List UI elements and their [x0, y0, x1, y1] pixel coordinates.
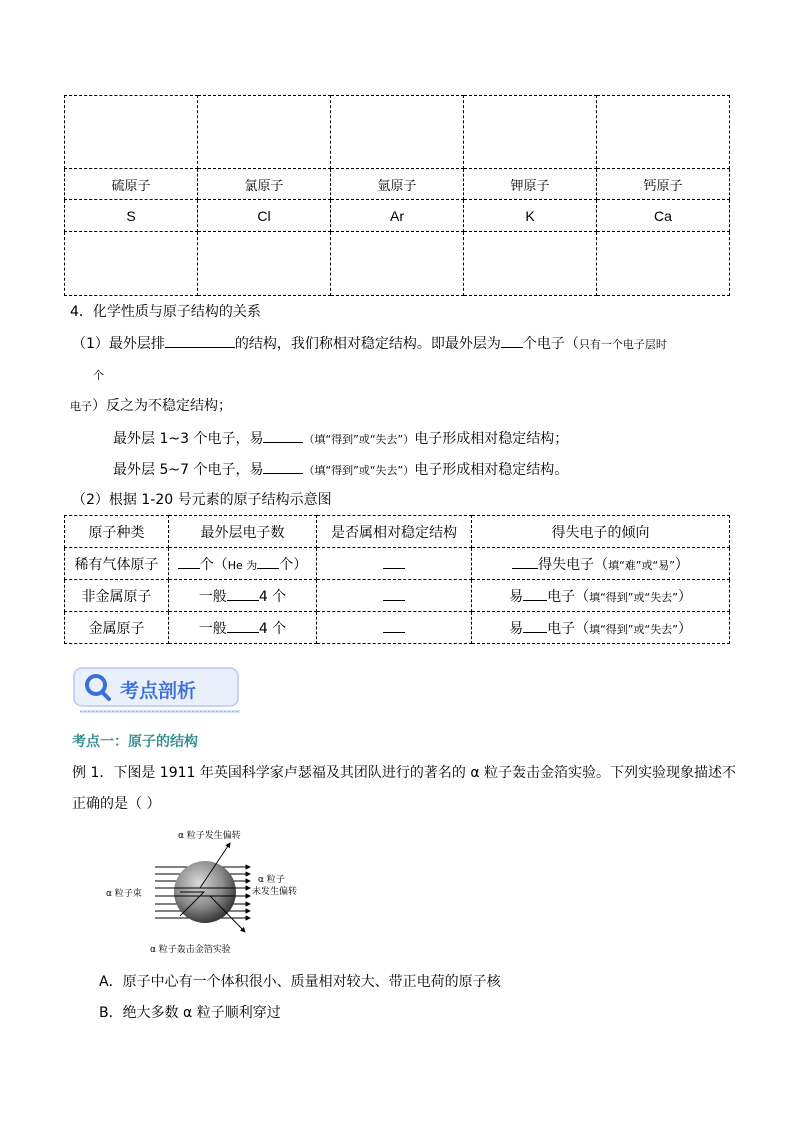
table-header: 是否属相对稳定结构 [317, 516, 472, 548]
atom-symbol: Ca [597, 200, 730, 232]
table-header: 原子种类 [65, 516, 169, 548]
atom-symbol: Cl [198, 200, 331, 232]
kaodian-heading: 考点一：原子的结构 [72, 734, 198, 750]
outer-electron-count: 个（He 为 个） [169, 548, 317, 580]
label-not-deflected-1: α 粒子 [258, 875, 285, 885]
example-line-1: 例 1．下图是 1911 年英国科学家卢瑟福及其团队进行的著名的 α 粒子轰击金箔实验。下列实验现象描述不 [72, 765, 737, 781]
rule-2: 最外层 5~7 个电子，易 （填“得到”或“失去”）电子形成相对稳定结构。 [113, 459, 568, 481]
section-badge [72, 665, 242, 715]
diagram-cell [198, 96, 331, 169]
fill-blank[interactable] [523, 586, 547, 601]
atom-diagram-table [64, 95, 730, 296]
stable-cell [317, 548, 472, 580]
tendency-cell: 易 电子（填“得到”或“失去”） [472, 612, 730, 644]
diagram-cell [65, 232, 198, 296]
fill-blank[interactable] [512, 554, 538, 569]
table-row [65, 580, 730, 612]
atom-symbol: Ar [331, 200, 464, 232]
table-header: 得失电子的倾向 [472, 516, 730, 548]
label-not-deflected-2: 未发生偏转 [252, 887, 298, 897]
tendency-cell: 易 电子（填“得到”或“失去”） [472, 580, 730, 612]
label-deflected: α 粒子发生偏转 [178, 831, 241, 841]
fill-blank[interactable] [165, 333, 235, 348]
diagram-cell [464, 96, 597, 169]
atom-type: 非金属原子 [65, 580, 169, 612]
atom-name: 硫原子 [65, 169, 198, 200]
atom-symbol: K [464, 200, 597, 232]
table-row [65, 612, 730, 644]
tendency-cell: 得失电子（填“难”或“易”） [472, 548, 730, 580]
fill-blank[interactable] [383, 554, 405, 569]
atom-symbol: S [65, 200, 198, 232]
rutherford-figure [100, 828, 320, 958]
diagram-cell [331, 96, 464, 169]
diagram-cell [198, 232, 331, 296]
fill-blank[interactable] [257, 554, 279, 569]
rule-1: 最外层 1~3 个电子，易 （填“得到”或“失去”）电子形成相对稳定结构； [113, 428, 568, 450]
fill-blank[interactable] [523, 618, 547, 633]
stable-cell [317, 580, 472, 612]
fill-blank[interactable] [383, 618, 405, 633]
figure-caption: α 粒子轰击金箔实验 [150, 945, 231, 955]
diagram-cell [597, 96, 730, 169]
atom-name: 钾原子 [464, 169, 597, 200]
outer-electron-count: 一般 4 个 [169, 580, 317, 612]
diagram-cell [65, 96, 198, 169]
diagram-cell [597, 232, 730, 296]
fill-blank[interactable] [383, 586, 405, 601]
fill-blank[interactable] [263, 428, 303, 443]
fill-blank[interactable] [227, 586, 259, 601]
fill-blank[interactable] [227, 618, 259, 633]
table-row [65, 548, 730, 580]
atom-type: 金属原子 [65, 612, 169, 644]
fill-blank[interactable] [263, 459, 303, 474]
section-title: 4．化学性质与原子结构的关系 [70, 304, 261, 320]
label-alpha-beam: α 粒子束 [106, 889, 142, 899]
paragraph-2: （2）根据 1-20 号元素的原子结构示意图 [72, 492, 332, 508]
atom-type-table [64, 515, 730, 644]
diagram-cell [464, 232, 597, 296]
fill-blank[interactable] [501, 333, 523, 348]
search-icon [82, 672, 114, 702]
outer-electron-count: 一般 4 个 [169, 612, 317, 644]
atom-name: 钙原子 [597, 169, 730, 200]
badge-label: 考点剖析 [120, 680, 197, 702]
paragraph-1: （1）最外层排 的结构，我们称相对稳定结构。即最外层为 个电子（只有一个电子层时 [72, 333, 667, 355]
paragraph-1-note: 个 [93, 369, 104, 382]
option-b: B．绝大多数 α 粒子顺利穿过 [99, 1005, 281, 1021]
fill-blank[interactable] [178, 554, 200, 569]
option-a: A．原子中心有一个体积很小、质量相对较大、带正电荷的原子核 [99, 974, 501, 990]
atom-name: 氩原子 [331, 169, 464, 200]
atom-name: 氯原子 [198, 169, 331, 200]
table-header: 最外层电子数 [169, 516, 317, 548]
stable-cell [317, 612, 472, 644]
atom-type: 稀有气体原子 [65, 548, 169, 580]
example-line-2: 正确的是（ ） [72, 796, 161, 812]
paragraph-1-cont: 电子）反之为不稳定结构； [70, 398, 232, 414]
diagram-cell [331, 232, 464, 296]
